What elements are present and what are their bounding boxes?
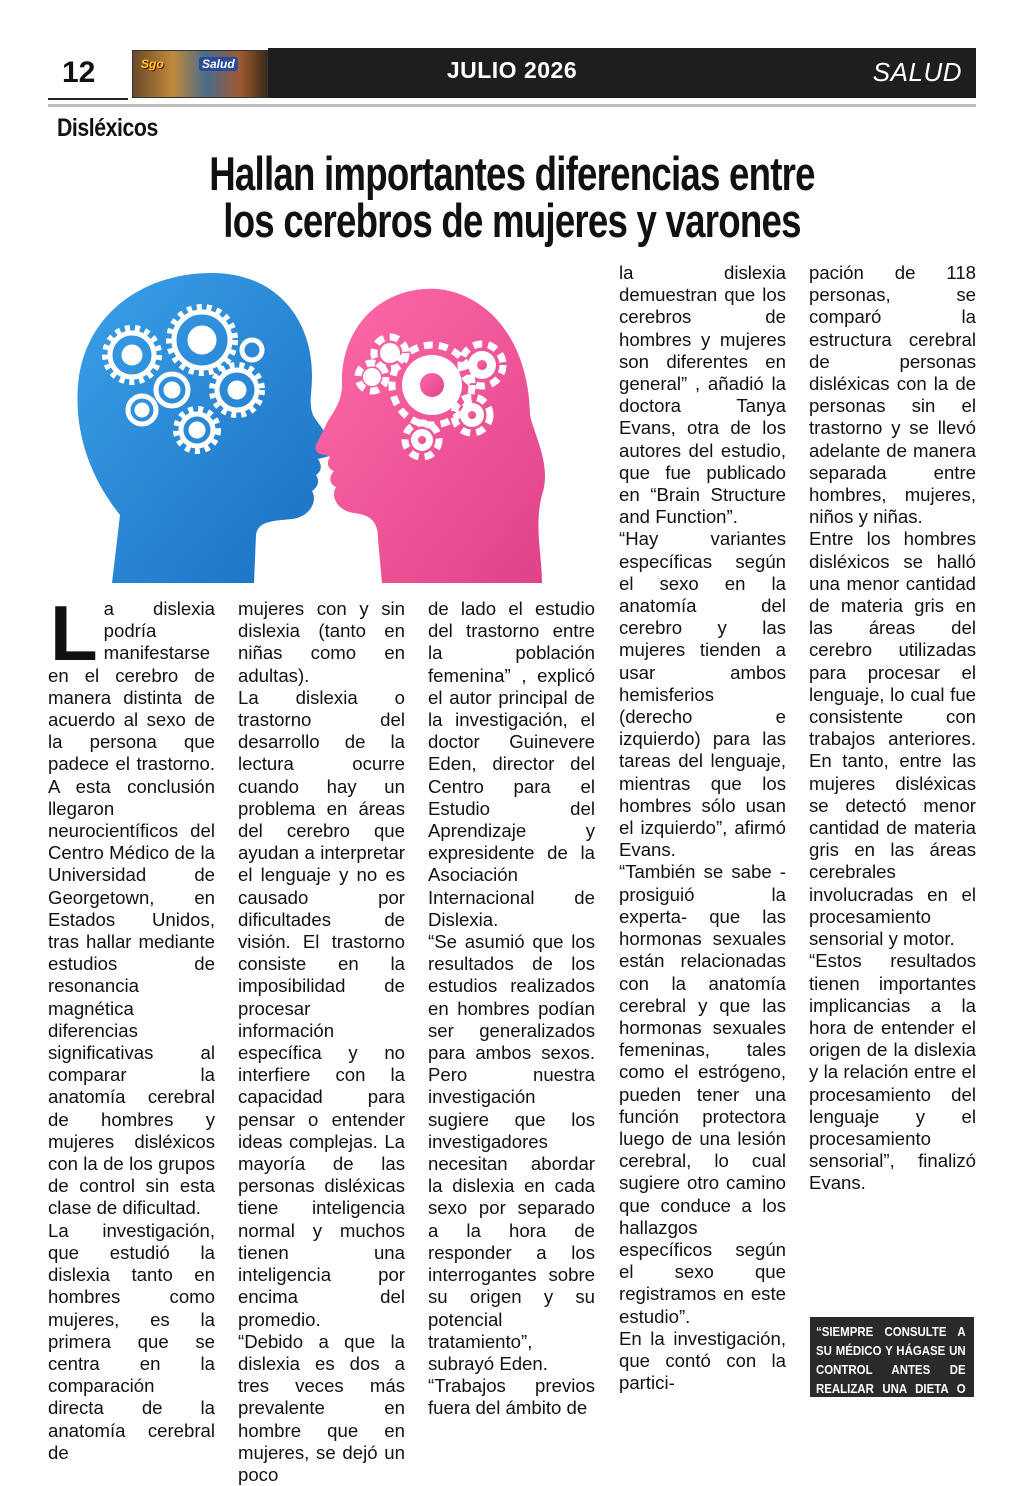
- page-number: 12: [62, 56, 96, 89]
- paragraph: Entre los hombres disléxicos se halló una menor cantidad de materia gris en las áreas del cerebro utilizadas para procesar el lenguaje, lo cual fue consistente con trabajos anteriores. En tanto, entre las mujeres disléxicas se detectó menor cantidad de materia gris en las áreas cerebrales involucradas en el procesamiento sensorial y motor.: [809, 528, 976, 950]
- paragraph: “Se asumió que los resultados de los estudios realizados en hombres podían ser generalizados para ambos sexos. Pero nuestra investigación sugiere que los investigadores necesitan abordar la dislexia en cada sexo por separado a la hora de responder a los interrogantes sobre su origen y su potencial tratamiento”, subrayó Eden.: [428, 931, 595, 1374]
- drop-cap: L: [50, 589, 98, 677]
- logo-text-2: Salud: [199, 57, 238, 71]
- paragraph: la dislexia demuestran que los cerebros de hombres y mujeres son diferentes en general” , añadió la doctora Tanya Evans, otra de los autores del estudio, que fue publicado en “Brain Structure and Function”.: [619, 262, 786, 528]
- paragraph: “Trabajos previos fuera del ámbito de: [428, 1375, 595, 1419]
- magazine-logo: [132, 50, 268, 98]
- article-kicker: Disléxicos: [57, 114, 158, 142]
- paragraph: [48, 589, 215, 1220]
- health-tip-box: [810, 1317, 974, 1415]
- header-rule: [48, 104, 976, 107]
- paragraph: pación de 118 personas, se comparó la estructura cerebral de personas disléxicas con la de personas sin el trastorno y se llevó adelante de manera separada entre hombres, mujeres, niños y niñas.: [809, 262, 976, 528]
- article-headline: [90, 147, 934, 247]
- article-column-3: [428, 598, 595, 1420]
- article-column-1: [48, 589, 215, 1464]
- brains-illustration: [72, 265, 592, 583]
- page-number-box: [48, 48, 128, 100]
- paragraph-text: a dislexia podría manifestarse en el cerebro de manera distinta de acuerdo al sexo de la persona que padece el trastorno. A esta conclusión llegaron neurocientíficos del Centro Médico de la Universidad de Georgetown, en Estados Unidos, tras hallar mediante estudios de resonancia magnética diferencias significativas al comparar la anatomía cerebral de hombres y mujeres disléxicos con la de los grupos de control sin esta clase de dificultad.: [48, 598, 215, 1219]
- issue-date: JULIO 2026: [446, 57, 578, 83]
- paragraph: En la investigación, que contó con la partici-: [619, 1327, 786, 1394]
- section-name: SALUD: [872, 57, 962, 87]
- headline-line-1: Hallan importantes diferencias entre: [209, 147, 815, 200]
- logo-text-1: Sgo: [141, 57, 164, 71]
- paragraph: La dislexia o trastorno del desarrollo de la lectura ocurre cuando hay un problema en áreas del cerebro que ayudan a interpretar el lenguaje y no es causado por dificultades de visión. El trastorno consiste en la imposibilidad de procesar información específica y no interfiere con la capacidad para pensar o entender ideas complejas. La mayoría de las personas disléxicas tiene inteligencia normal y muchos tienen una inteligencia por encima del promedio.: [238, 686, 405, 1330]
- male-head-silhouette: [77, 273, 335, 583]
- article-column-4: [619, 262, 786, 1394]
- headline-line-2: los cerebros de mujeres y varones: [223, 194, 801, 247]
- paragraph: de lado el estudio del trastorno entre la población femenina” , explicó el autor principal de la investigación, el doctor Guinevere Eden, director del Centro para el Estudio del Aprendizaje y expresidente de la Asociación Internacional de Dislexia.: [428, 598, 595, 930]
- paragraph: “Debido a que la dislexia es dos a tres veces más prevalente en hombre que en mujeres, se dejó un poco: [238, 1330, 405, 1485]
- article-column-5: [809, 262, 976, 1195]
- health-tip-text: “SIEMPRE CONSULTE A SU MÉDICO Y HÁGASE UN CONTROL ANTES DE REALIZAR UNA DIETA O ACTIVIDAD FÍSICA”: [816, 1324, 966, 1415]
- page-header: [48, 48, 976, 98]
- paragraph: “Hay variantes específicas según el sexo en la anatomía del cerebro y las mujeres tienden a usar ambos hemisferios (derecho e izquierdo) para las tareas del lenguaje, mientras que los hombres sólo usan el izquierdo”, afirmó Evans.: [619, 528, 786, 861]
- paragraph: “También se sabe -prosiguió la experta- que las hormonas sexuales están relacionadas con la anatomía cerebral y que las hormonas sexuales femeninas, tales como el estrógeno, pueden tener una función protectora luego de una lesión cerebral, lo cual sugiere otro camino que conduce a los hallazgos específicos según el sexo que registramos en este estudio”.: [619, 861, 786, 1327]
- paragraph: mujeres con y sin dislexia (tanto en niñas como en adultas).: [238, 598, 405, 686]
- paragraph: La investigación, que estudió la dislexia tanto en hombres como mujeres, es la primera que se centra en la comparación directa de la anatomía cerebral de: [48, 1219, 215, 1463]
- article-column-2: [238, 598, 405, 1486]
- paragraph: “Estos resultados tienen importantes implicancias a la hora de entender el origen de la dislexia y la relación entre el procesamiento del lenguaje y el procesamiento sensorial”, finalizó Evans.: [809, 950, 976, 1194]
